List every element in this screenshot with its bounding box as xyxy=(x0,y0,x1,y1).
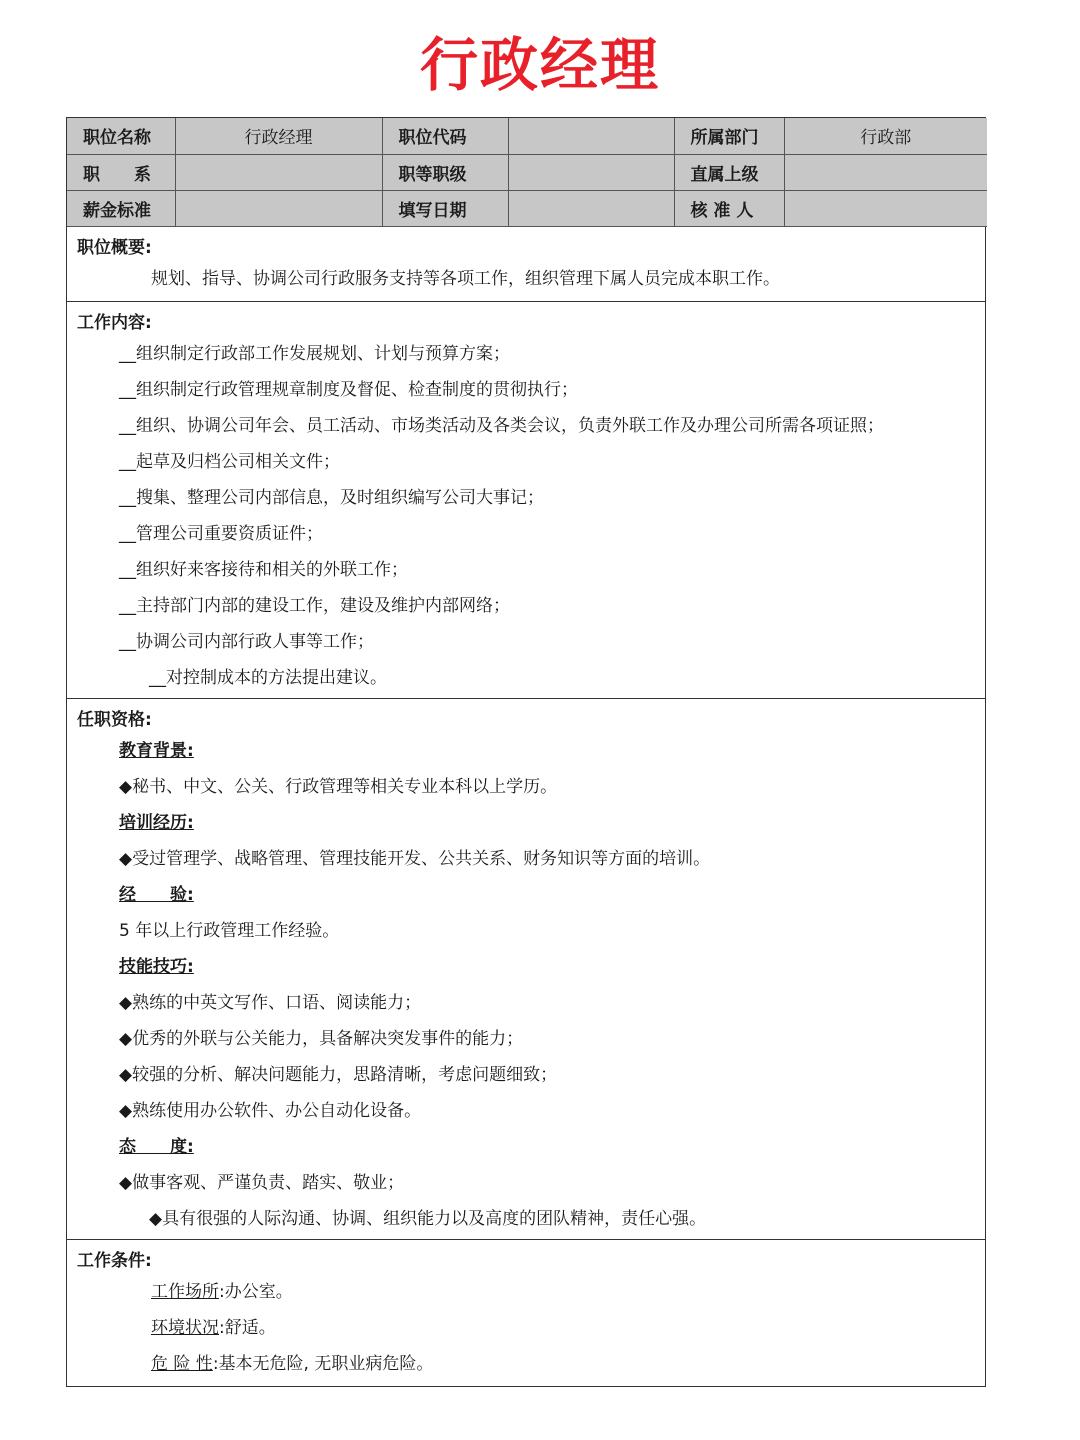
risk-value: :基本无危险, 无职业病危险。 xyxy=(212,1353,434,1374)
job-grade-label: 职等职级 xyxy=(382,154,508,190)
list-item: __组织制定行政管理规章制度及督促、检查制度的贯彻执行； xyxy=(119,379,578,400)
overview-section xyxy=(67,227,985,301)
salary-label: 薪金标准 xyxy=(67,190,175,226)
fill-date-value xyxy=(508,190,674,226)
skill-item: ◆熟练的中英文写作、口语、阅读能力； xyxy=(119,992,422,1013)
overview-title: 职位概要: xyxy=(77,237,152,258)
supervisor-label: 直属上级 xyxy=(674,154,784,190)
position-name-value: 行政经理 xyxy=(175,118,382,154)
skill-item: ◆较强的分析、解决问题能力，思路清晰，考虑问题细致； xyxy=(119,1064,558,1085)
list-item: __对控制成本的方法提出建议。 xyxy=(149,667,387,688)
list-item: __管理公司重要资质证件； xyxy=(119,523,323,544)
list-item: __协调公司内部行政人事等工作； xyxy=(119,631,374,652)
experience-heading xyxy=(77,877,975,913)
attitude-item: ◆具有很强的人际沟通、协调、组织能力以及高度的团队精神，责任心强。 xyxy=(149,1208,707,1229)
salary-value xyxy=(175,190,382,226)
experience-text: 5 年以上行政管理工作经验。 xyxy=(119,920,340,941)
environment-label: 环境状况 xyxy=(151,1317,219,1338)
experience-label: 经 验: xyxy=(119,884,194,905)
place-label: 工作场所 xyxy=(151,1281,219,1302)
position-code-label: 职位代码 xyxy=(382,118,508,154)
place-value: :办公室。 xyxy=(219,1281,293,1302)
attitude-label: 态 度: xyxy=(119,1136,194,1157)
risk-line xyxy=(77,1346,975,1382)
overview-text: 规划、指导、协调公司行政服务支持等各项工作，组织管理下属人员完成本职工作。 xyxy=(151,268,780,289)
list-item: __组织好来客接待和相关的外联工作； xyxy=(119,559,408,580)
list-item: __组织制定行政部工作发展规划、计划与预算方案； xyxy=(119,343,510,364)
training-text: ◆受过管理学、战略管理、管理技能开发、公共关系、财务知识等方面的培训。 xyxy=(119,848,711,869)
place-line xyxy=(77,1274,975,1310)
job-family-label: 职 系 xyxy=(67,154,175,190)
duties-section xyxy=(67,301,985,698)
conditions-title: 工作条件: xyxy=(77,1250,152,1271)
qualifications-title: 任职资格: xyxy=(77,709,152,730)
attitude-heading xyxy=(77,1129,975,1165)
department-value: 行政部 xyxy=(784,118,987,154)
qualifications-section xyxy=(67,698,985,1239)
attitude-item: ◆做事客观、严谨负责、踏实、敬业； xyxy=(119,1172,405,1193)
skill-item: ◆优秀的外联与公关能力，具备解决突发事件的能力； xyxy=(119,1028,524,1049)
department-label: 所属部门 xyxy=(674,118,784,154)
list-item: __起草及归档公司相关文件； xyxy=(119,451,340,472)
page-title: 行政经理 xyxy=(419,31,660,99)
environment-line xyxy=(77,1310,975,1346)
risk-label: 危 险 性 xyxy=(151,1353,213,1374)
approver-label: 核 准 人 xyxy=(674,190,784,226)
skills-label: 技能技巧: xyxy=(119,956,194,977)
job-grade-value xyxy=(508,154,674,190)
skill-item: ◆熟练使用办公软件、办公自动化设备。 xyxy=(119,1100,422,1121)
list-item: __组织、协调公司年会、员工活动、市场类活动及各类会议，负责外联工作及办理公司所需各项证照； xyxy=(119,415,884,436)
environment-value: :舒适。 xyxy=(219,1317,276,1338)
training-heading xyxy=(77,805,975,841)
fill-date-label: 填写日期 xyxy=(382,190,508,226)
position-code-value xyxy=(508,118,674,154)
header-row xyxy=(67,154,987,190)
header-table xyxy=(67,118,987,227)
supervisor-value xyxy=(784,154,987,190)
list-item: __主持部门内部的建设工作，建设及维护内部网络； xyxy=(119,595,510,616)
job-description-form xyxy=(66,117,986,1387)
education-text: ◆秘书、中文、公关、行政管理等相关专业本科以上学历。 xyxy=(119,776,558,797)
header-row xyxy=(67,190,987,226)
education-label: 教育背景: xyxy=(119,740,194,761)
approver-value xyxy=(784,190,987,226)
conditions-section xyxy=(67,1239,985,1386)
header-row xyxy=(67,118,987,154)
list-item: __搜集、整理公司内部信息，及时组织编写公司大事记； xyxy=(119,487,544,508)
education-heading xyxy=(77,733,975,769)
job-family-value xyxy=(175,154,382,190)
duties-title: 工作内容: xyxy=(77,312,152,333)
position-name-label: 职位名称 xyxy=(67,118,175,154)
skills-heading xyxy=(77,949,975,985)
training-label: 培训经历: xyxy=(119,812,194,833)
